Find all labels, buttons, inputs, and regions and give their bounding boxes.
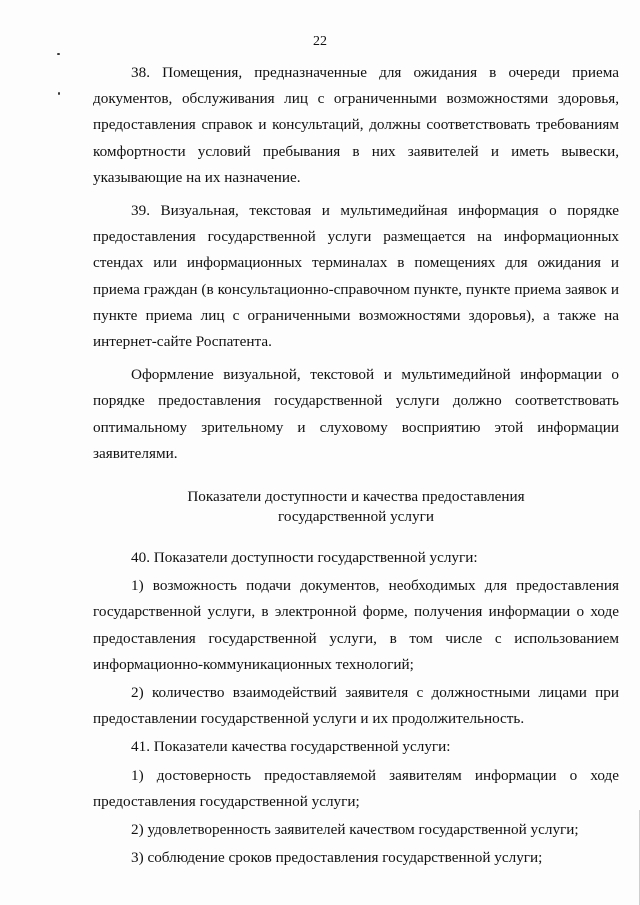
scan-speck	[58, 92, 60, 95]
paragraph-41-item-2: 2) удовлетворенность заявителей качеством государственной услуги;	[131, 821, 579, 839]
paragraph-41-item-3: 3) соблюдение сроков предоставления государственной услуги;	[131, 849, 543, 867]
paragraph-39: 39. Визуальная, текстовая и мультимедийная информация о порядке предоставления государственной услуги размещается на информационных стендах или информационных терминалах в помещениях для ожидания и приема граждан (в консультационно-справочном пункте, пункте приема заявок и пункте приема лиц с ограниченными возможностями здоровья), а также на интернет-сайте Роспатента.	[93, 202, 619, 351]
paragraph-40-item-1: 1) возможность подачи документов, необходимых для предоставления государственной услуги, в электронной форме, получения информации о ходе предоставления государственной услуги, в том числе с использованием информационно-коммуникационных технологий;	[93, 577, 619, 673]
document-body	[93, 60, 619, 871]
section-heading-line-2: государственной услуги	[278, 508, 434, 526]
paragraph-41: 41. Показатели качества государственной услуги:	[131, 738, 451, 756]
scan-speck	[57, 53, 60, 55]
paragraph-41-item-1: 1) достоверность предоставляемой заявителям информации о ходе предоставления государственной услуги;	[93, 766, 619, 810]
section-heading-line-1: Показатели доступности и качества предоставления	[187, 488, 525, 506]
paragraph-40: 40. Показатели доступности государственной услуги:	[131, 549, 478, 567]
section-heading	[93, 487, 619, 527]
page-number: 22	[313, 34, 327, 49]
paragraph-design: Оформление визуальной, текстовой и мультимедийной информации о порядке предоставления государственной услуги должно соответствовать оптимальному зрительному и слуховому восприятию этой информации заявителями.	[93, 366, 619, 462]
paragraph-38: 38. Помещения, предназначенные для ожидания в очереди приема документов, обслуживания лиц с ограниченными возможностями здоровья, предоставления справок и консультаций, должны соответствовать требованиям комфортности условий пребывания в них заявителей и иметь вывески, указывающие на их назначение.	[93, 64, 619, 186]
paragraph-40-item-2: 2) количество взаимодействий заявителя с должностными лицами при предоставлении государственной услуги и их продолжительность.	[93, 684, 619, 728]
